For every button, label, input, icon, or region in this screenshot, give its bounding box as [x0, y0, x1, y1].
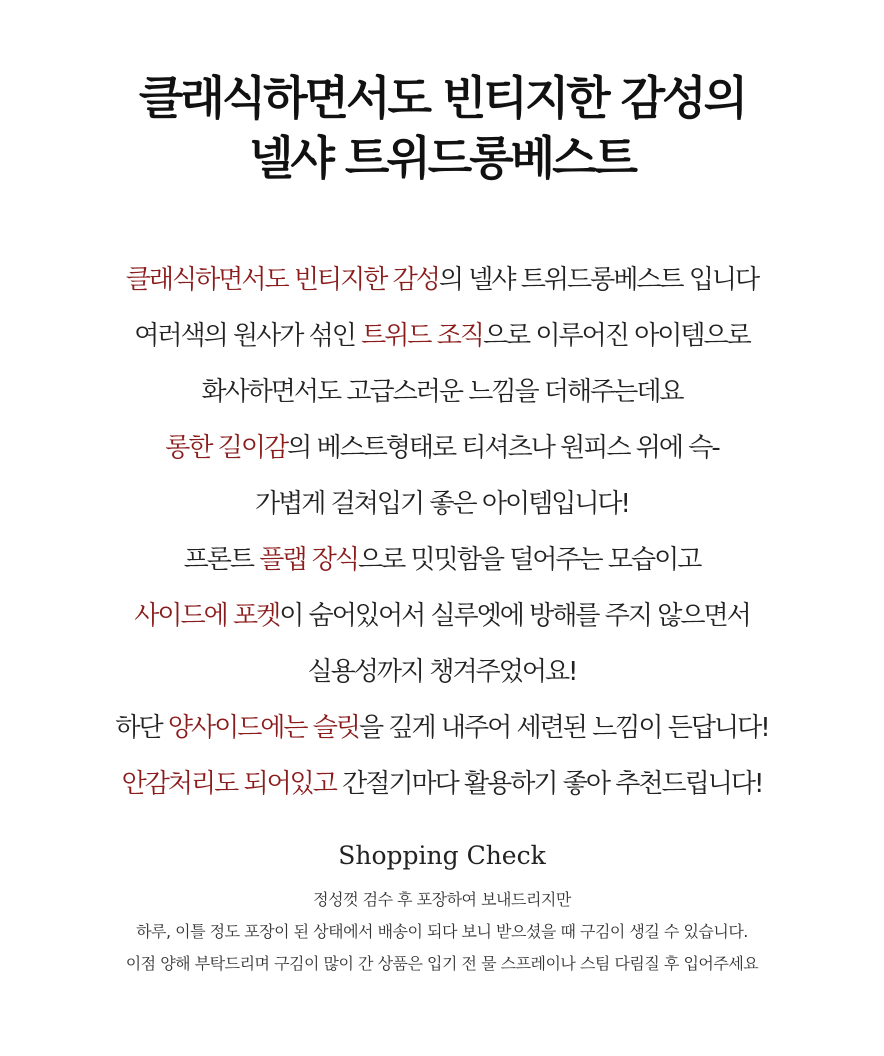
description-line-2	[0, 308, 884, 364]
plain-text: 프론트	[183, 545, 260, 575]
highlight-text: 안감처리도 되어있고	[121, 769, 336, 799]
shopping-check-title: Shopping Check	[338, 841, 546, 870]
description-line-4	[0, 420, 884, 476]
highlight-text: 양사이드에는 슬릿	[167, 713, 360, 743]
shopping-check-line-3: 이점 양해 부탁드리며 구김이 많이 간 상품은 입기 전 물 스프레이나 스팀 다림질 후 입어주세요	[125, 954, 759, 973]
product-description	[0, 252, 884, 812]
shopping-check-line-2: 하루, 이틀 정도 포장이 된 상태에서 배송이 되다 보니 받으셨을 때 구김이 생길 수 있습니다.	[136, 922, 748, 941]
description-line-6	[0, 532, 884, 588]
description-line-1	[0, 252, 884, 308]
plain-text: 을 깊게 내주어 세련된 느낌이 든답니다!	[359, 713, 769, 743]
highlight-text: 트위드 조직	[361, 321, 483, 351]
plain-text: 하단	[115, 713, 168, 743]
plain-text: 여러색의 원사가 섞인	[134, 321, 362, 351]
highlight-text: 사이드에 포켓	[134, 601, 280, 631]
headline-line-2: 넬샤 트위드롱베스트	[249, 131, 635, 185]
shopping-check-line-1: 정성껏 검수 후 포장하여 보내드리지만	[313, 890, 571, 909]
plain-text: 의 넬샤 트위드롱베스트 입니다	[438, 265, 759, 295]
highlight-text: 클래식하면서도 빈티지한 감성	[125, 265, 439, 295]
headline-line-1: 클래식하면서도 빈티지한 감성의	[138, 71, 746, 125]
plain-text: 이 숨어있어서 실루엣에 방해를 주지 않으면서	[279, 601, 750, 631]
plain-text: 으로 이루어진 아이템으로	[482, 321, 750, 351]
description-line-5: 가볍게 걸쳐입기 좋은 아이템입니다!	[255, 489, 629, 519]
plain-text: 으로 밋밋함을 덜어주는 모습이고	[357, 545, 701, 575]
description-line-8: 실용성까지 챙겨주었어요!	[307, 657, 577, 687]
shopping-check-notice	[0, 884, 884, 980]
highlight-text: 롱한 길이감	[165, 433, 288, 463]
description-line-7	[0, 588, 884, 644]
highlight-text: 플랩 장식	[259, 545, 358, 575]
description-line-10	[0, 756, 884, 812]
plain-text: 의 베스트형태로 티셔츠나 원피스 위에 슥-	[287, 433, 719, 463]
description-line-9	[0, 700, 884, 756]
description-line-3: 화사하면서도 고급스러운 느낌을 더해주는데요	[201, 377, 683, 407]
plain-text: 간절기마다 활용하기 좋아 추천드립니다!	[335, 769, 763, 799]
product-headline	[0, 68, 884, 188]
